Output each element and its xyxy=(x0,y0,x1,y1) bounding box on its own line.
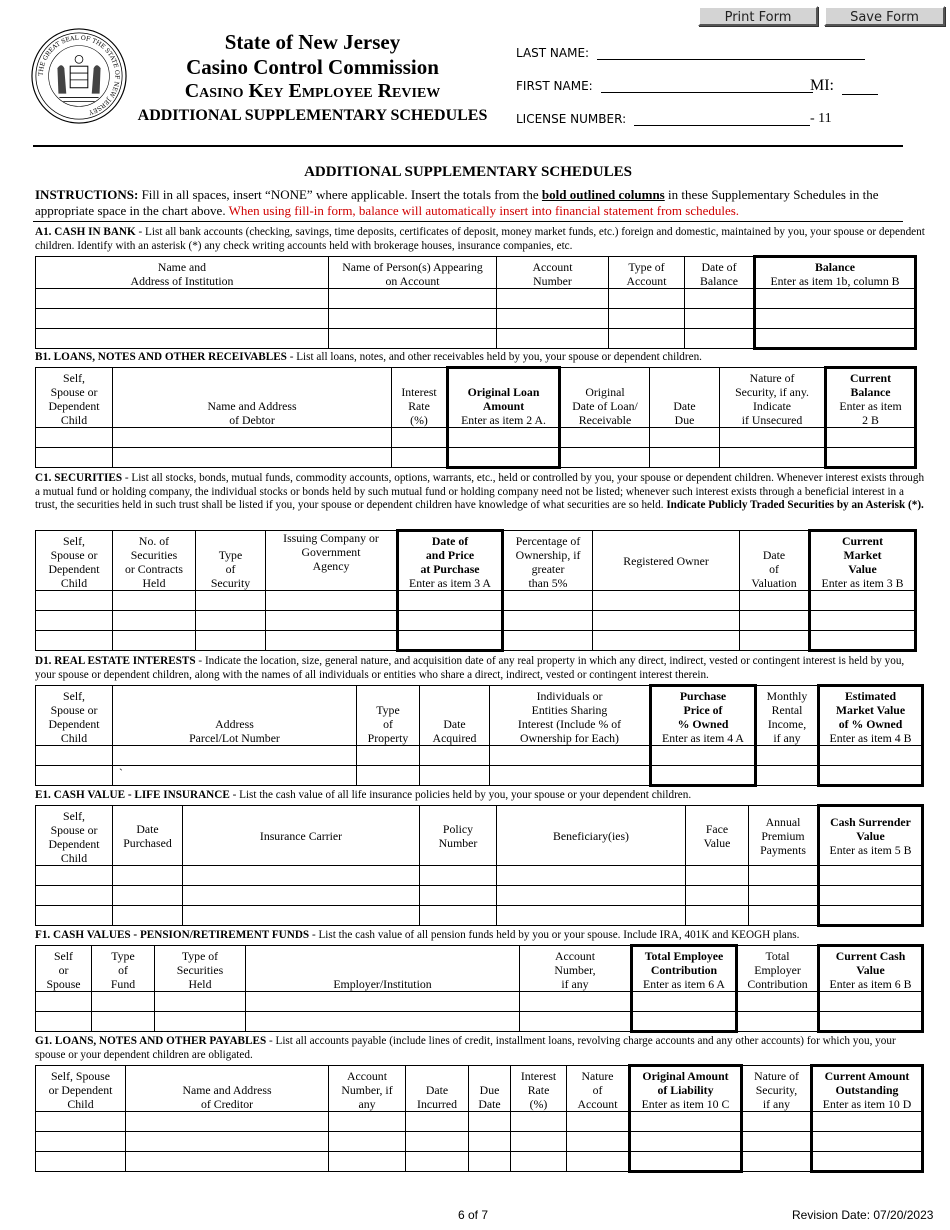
instructions xyxy=(35,187,915,219)
e1-table: Self, Spouse or Dependent Child Date Purchased Insurance Carrier Policy Number Beneficiary(ies) Face Value Annual Premium Payments Cash Surrender Value Enter as item 5 B xyxy=(35,804,924,927)
a1-table xyxy=(35,255,917,350)
e1-title: E1. CASH VALUE - LIFE INSURANCE xyxy=(35,789,230,801)
page-title: ADDITIONAL SUPPLEMENTARY SCHEDULES xyxy=(304,164,632,180)
header-review: Casino Key Employee Review xyxy=(184,80,441,102)
header-schedules: ADDITIONAL SUPPLEMENTARY SCHEDULES xyxy=(137,107,488,124)
table-row xyxy=(36,1132,923,1152)
f1-desc: - List the cash value of all pension funds held by you or your spouse. Include IRA, 401K and KEOGH plans. xyxy=(309,929,800,941)
g1-desc: - List all accounts payable (include lines of credit, installment loans, revolving charge accounts and any other accounts) for which you, your spouse or your dependent children are obligated. xyxy=(35,1035,896,1061)
mi-field xyxy=(810,77,878,95)
first-name-input[interactable] xyxy=(601,79,813,93)
g1-title: G1. LOANS, NOTES AND OTHER PAYABLES xyxy=(35,1035,267,1047)
g1-table: Self, Spouse or Dependent Child Name and Address of Creditor Account Number, if any Date Incurred Due Date Interest Rate (%) Nature of Account Original Amount of Liability Enter as item 10 C Nature of Security, if any Current Amount Outstanding Enter as item 10 D xyxy=(35,1064,924,1173)
a1-title: A1. CASH IN BANK xyxy=(35,226,136,238)
mi-input[interactable] xyxy=(842,81,878,95)
table-row xyxy=(36,746,923,766)
license-field xyxy=(516,112,810,126)
print-form-button[interactable]: Print Form xyxy=(698,6,818,26)
header-commission: Casino Control Commission xyxy=(186,55,439,79)
instructions-label: INSTRUCTIONS: xyxy=(35,187,139,202)
c1-bold: Indicate Publicly Traded Securities by an Asterisk (*). xyxy=(666,499,924,511)
table-row xyxy=(36,329,916,349)
nj-state-seal xyxy=(30,27,128,125)
instructions-text2: in these Supplementary Schedules in the appropriate space in the chart above. xyxy=(35,187,879,218)
d1-description xyxy=(35,655,925,682)
last-name-input[interactable] xyxy=(597,46,865,60)
table-row xyxy=(36,289,916,309)
instructions-divider xyxy=(33,221,903,222)
a1-header-balance: Balance Enter as item 1b, column B xyxy=(755,257,916,289)
instructions-bold: bold outlined columns xyxy=(541,187,665,202)
table-row xyxy=(36,309,916,329)
license-input[interactable] xyxy=(634,112,810,126)
d1-tick-mark[interactable]: ` xyxy=(113,766,357,786)
save-form-button[interactable]: Save Form xyxy=(824,6,945,26)
instructions-red: When using fill-in form, balance will automatically insert into financial statement from schedules. xyxy=(228,203,740,218)
header-state: State of New Jersey xyxy=(224,30,401,54)
e1-description xyxy=(35,789,925,803)
table-row xyxy=(36,1112,923,1132)
d1-table: Self, Spouse or Dependent Child Address Parcel/Lot Number Type of Property Date Acquired Individuals or Entities Sharing Interest (Include % of Ownership for Each) Purchase Price of % Owned Enter as item 4 A Monthly Rental Income, if any Estimated Market Value of % Owned Enter as item 4 B ` xyxy=(35,684,924,787)
license-suffix: - 11 xyxy=(810,111,832,126)
a1-header-account-number: Account Number xyxy=(497,257,609,289)
revision-date: Revision Date: 07/20/2023 xyxy=(792,1208,934,1222)
table-row xyxy=(36,631,916,651)
first-name-field xyxy=(516,79,813,93)
table-row xyxy=(36,611,916,631)
a1-desc: - List all bank accounts (checking, savings, time deposits, certificates of deposit, money market funds, etc.) foreign and domestic, maintained by you, your spouse or dependent children. Identify with an asterisk (*) any check writing accounts held with brokerage houses, insurance companies, etc. xyxy=(35,226,925,252)
c1-description xyxy=(35,472,925,513)
e1-desc: - List the cash value of all life insurance policies held by you, your spouse or your dependent children. xyxy=(229,789,692,801)
instructions-text1: Fill in all spaces, insert “NONE” where applicable. Insert the totals from the xyxy=(141,187,539,202)
table-row xyxy=(36,1012,923,1032)
table-row xyxy=(36,448,916,468)
f1-title: F1. CASH VALUES - PENSION/RETIREMENT FUNDS xyxy=(35,929,310,941)
table-row xyxy=(36,992,923,1012)
table-row xyxy=(36,1152,923,1172)
b1-desc: - List all loans, notes, and other receivables held by you, your spouse or dependent children. xyxy=(286,351,702,363)
a1-description xyxy=(35,226,925,253)
table-row xyxy=(36,428,916,448)
b1-description xyxy=(35,351,925,365)
table-row xyxy=(36,886,923,906)
f1-description xyxy=(35,929,925,943)
header-divider xyxy=(33,145,903,147)
b1-title: B1. LOANS, NOTES AND OTHER RECEIVABLES xyxy=(35,351,287,363)
svg-text:THE GREAT SEAL OF THE STATE OF: THE GREAT SEAL OF THE STATE OF NEW JERSEY xyxy=(37,34,121,116)
table-row xyxy=(36,766,923,786)
g1-description xyxy=(35,1035,925,1062)
table-row xyxy=(36,591,916,611)
c1-desc: - List all stocks, bonds, mutual funds, commodity accounts, options, warrants, etc., held or controlled by you, your spouse or dependent children. Whenever interest exists through a mutual fund or holding company, the individual stocks or bonds held by such mutual fund or holding company need not be listed; whenever such interest exists through a beneficial interest in a trust, the securities held in such trust shall be listed if you, your spouse or dependent children have knowledge of what securities are so held. xyxy=(35,472,925,511)
table-row xyxy=(36,906,923,926)
a1-header-persons: Name of Person(s) Appearing on Account xyxy=(329,257,497,289)
mi-label: MI: xyxy=(810,77,834,94)
f1-table: Self or Spouse Type of Fund Type of Securities Held Employer/Institution Account Number, if any Total Employee Contribution Enter as item 6 A Total Employer Contribution Current Cash Value Enter as item 6 B xyxy=(35,944,924,1033)
b1-table: Self, Spouse or Dependent Child Name and Address of Debtor Interest Rate (%) Original Loan Amount Enter as item 2 A. Original Date of Loan/ Receivable Date Due Nature of Security, if any. Indicate if Unsecured Current Balance Enter as item 2 B xyxy=(35,366,917,469)
page-number: 6 of 7 xyxy=(458,1208,489,1222)
a1-header-date: Date of Balance xyxy=(685,257,755,289)
c1-title: C1. SECURITIES xyxy=(35,472,123,484)
first-name-label: FIRST NAME: xyxy=(516,79,593,93)
license-label: LICENSE NUMBER: xyxy=(516,112,627,126)
c1-table: Self, Spouse or Dependent Child No. of Securities or Contracts Held Type of Security Issuing Company or Government Agency Date of and Price at Purchase Enter as item 3 A Percentage of Ownership, if greater than 5% Registered Owner Date of Valuation Current Market Value Enter as item 3 B xyxy=(35,529,917,652)
table-row xyxy=(36,866,923,886)
d1-title: D1. REAL ESTATE INTERESTS xyxy=(35,655,196,667)
d1-desc: - Indicate the location, size, general nature, and acquisition date of any real property in which any direct, indirect, vested or contingent interest is held by you, your spouse or dependent children, along with the names of all individuals or entities who share a direct, indirect, vested or contingent interest therein. xyxy=(35,655,905,681)
a1-header-institution: Name and Address of Institution xyxy=(36,257,329,289)
last-name-label: LAST NAME: xyxy=(516,46,590,60)
last-name-field xyxy=(516,46,865,60)
a1-header-type: Type of Account xyxy=(609,257,685,289)
